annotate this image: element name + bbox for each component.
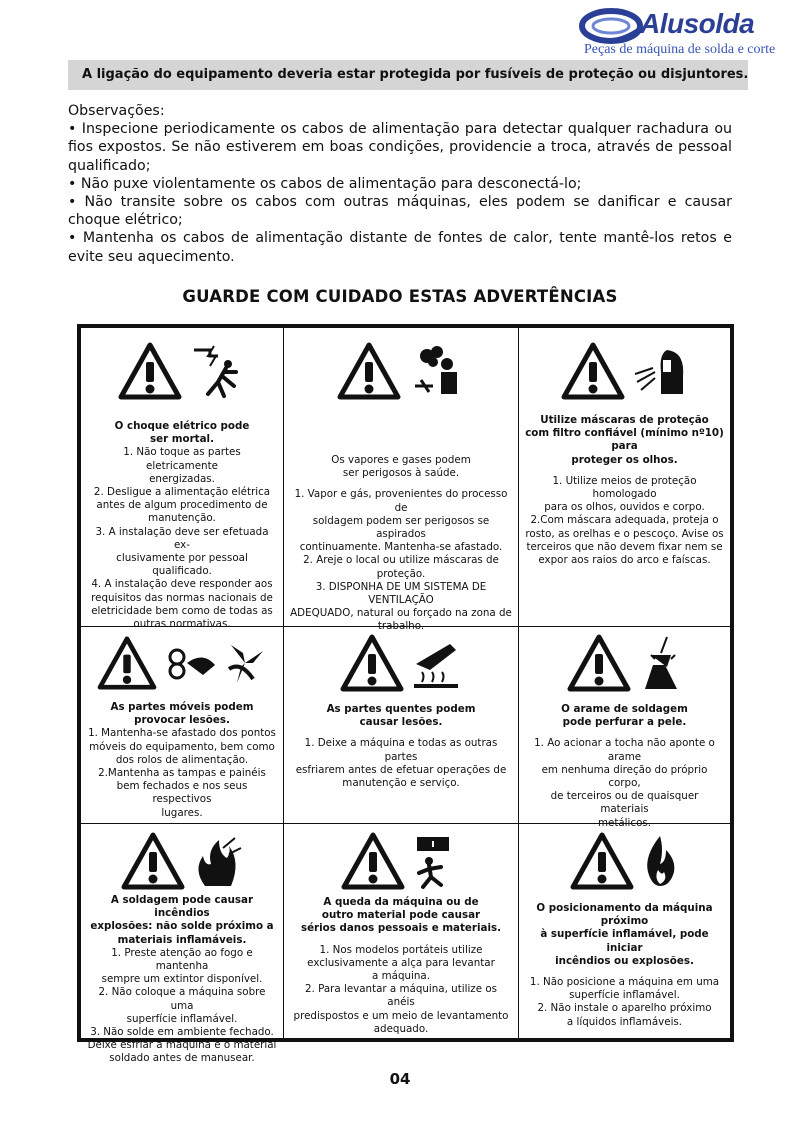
warning-triangle-icon bbox=[570, 832, 634, 890]
flammable-icon bbox=[640, 834, 680, 888]
warning-triangle-icon bbox=[121, 832, 185, 890]
warning-title: As partes móveis podem provocar lesões. bbox=[110, 701, 254, 727]
warning-body: 1. Não toque as partes eletricamente energizadas. 2. Desligue a alimentação elétrica antes de algum procedimento de manutenção. 3. A instalação deve ser efetuada ex- clusivamente por pessoal qualificado. 4. A instalação deve responder aos requisitos das normas nacionais de eletricidade bem como de todas as outras normativas. bbox=[91, 446, 273, 631]
warning-title: As partes quentes podem causar lesões. bbox=[326, 703, 476, 729]
warning-body: 1. Ao acionar a tocha não aponte o arame em nenhuma direção do próprio corpo, de terceiros ou de quaisquer materiais metálicos. bbox=[534, 737, 715, 829]
warning-body: 1. Não posicione a máquina em uma superfície inflamável. 2. Não instale o aparelho próximo a líquidos inflamáveis. bbox=[529, 976, 720, 1028]
observation-item: • Inspecione periodicamente os cabos de alimentação para detectar qualquer rachadura ou fios expostos. Se não estiverem em boas condições, providencie a troca, através de pessoal qualificado; bbox=[68, 121, 732, 174]
warning-cell-moving-parts bbox=[80, 626, 284, 824]
warning-title: A soldagem pode causar incêndios explosões: não solde próximo a materiais inflamáveis. bbox=[90, 894, 274, 946]
warning-cell-fumes bbox=[283, 327, 519, 633]
observations-label: Observações: bbox=[68, 103, 165, 119]
warning-triangle-icon bbox=[118, 342, 182, 400]
observation-item: • Mantenha os cabos de alimentação distante de fontes de calor, tente mantê-los retos e evite seu aquecimento. bbox=[68, 230, 732, 265]
observations bbox=[68, 102, 732, 266]
warning-body: 1. Nos modelos portáteis utilize exclusivamente a alça para levantar a máquina. 2. Para levantar a máquina, utilize os anéis predispostos e um meio de levantamento adequado. bbox=[293, 943, 509, 1035]
fumes-icon bbox=[407, 342, 465, 400]
warning-body: 1. Vapor e gás, provenientes do processo de soldagem podem ser perigosos se aspirados continuamente. Mantenha-se afastado. 2. Areje o local ou utilize máscaras de proteção. 3. DISPONHA DE UM SISTEMA DE VENTILAÇÃO ADEQUADO, natural ou forçado na zona de trabalho. bbox=[290, 488, 512, 633]
alusolda-logo bbox=[578, 4, 778, 60]
fuse-protection-banner: A ligação do equipamento deveria estar protegida por fusíveis de proteção ou disjuntores. bbox=[68, 60, 748, 90]
warning-cell-hot-parts bbox=[283, 626, 519, 824]
moving-parts-icon bbox=[163, 643, 217, 683]
wire-puncture-icon bbox=[637, 635, 683, 691]
warning-cell-fire-explosion bbox=[80, 823, 284, 1065]
welding-mask-icon bbox=[631, 342, 689, 400]
warning-title: O choque elétrico pode ser mortal. bbox=[114, 420, 250, 446]
page-number: 04 bbox=[389, 1070, 411, 1088]
observation-item: • Não transite sobre os cabos com outras máquinas, eles podem se danificar e causar choque elétrico; bbox=[68, 194, 732, 229]
warning-triangle-icon bbox=[341, 832, 405, 890]
warning-cell-flammable bbox=[518, 823, 731, 1039]
brand-tagline: Peças de máquina de solda e corte bbox=[584, 42, 776, 57]
warning-title: Utilize máscaras de proteção com filtro confiável (mínimo nº10) para proteger os olhos. bbox=[525, 414, 724, 466]
warning-cell-welding-mask bbox=[518, 327, 731, 627]
warning-body: 1. Mantenha-se afastado dos pontos móveis do equipamento, bem como dos rolos de alimentação. 2.Mantenha as tampas e painéis bem fechados e nos seus respectivos lugares. bbox=[88, 727, 276, 819]
section-heading: GUARDE COM CUIDADO ESTAS ADVERTÊNCIAS bbox=[182, 287, 618, 306]
warning-title: Os vapores e gases podem ser perigosos à saúde. bbox=[331, 454, 471, 480]
warning-cell-wire-puncture bbox=[518, 626, 731, 829]
warning-cell-falling-machine bbox=[283, 823, 519, 1039]
warning-body: 1. Deixe a máquina e todas as outras partes esfriarem antes de efetuar operações de manutenção e serviço. bbox=[295, 737, 507, 790]
warning-body: 1. Utilize meios de proteção homologado para os olhos, ouvidos e corpo. 2.Com máscara adequada, proteja o rosto, as orelhas e o pescoço. Avise os terceiros que não devem fixar nem se expor aos raios do arco e faíscas. bbox=[525, 474, 724, 567]
warning-triangle-icon bbox=[97, 636, 157, 690]
warning-triangle-icon bbox=[567, 634, 631, 692]
warnings-grid bbox=[77, 324, 734, 1065]
electric-shock-icon bbox=[188, 342, 246, 400]
warning-triangle-icon bbox=[340, 634, 404, 692]
warning-title: O arame de soldagem pode perfurar a pele. bbox=[561, 703, 688, 729]
warning-body: 1. Preste atenção ao fogo e mantenha sempre um extintor disponível. 2. Não coloque a máquina sobre uma superfície inflamável. 3. Não solde em ambiente fechado. Deixe esfriar a máquina e o material soldado antes de manusear. bbox=[87, 946, 277, 1065]
warning-title: O posicionamento da máquina próximo à superfície inflamável, pode iniciar incêndios ou explosões. bbox=[536, 902, 713, 967]
brand-name: Alusolda bbox=[640, 8, 755, 39]
falling-machine-icon bbox=[411, 833, 461, 889]
warning-triangle-icon bbox=[337, 342, 401, 400]
hot-parts-icon bbox=[410, 636, 462, 690]
warning-cell-electric-shock bbox=[80, 327, 284, 631]
fire-explosion-icon bbox=[191, 834, 243, 888]
fan-blade-icon bbox=[223, 639, 267, 687]
warning-triangle-icon bbox=[561, 342, 625, 400]
warning-title: A queda da máquina ou de outro material pode causar sérios danos pessoais e materiais. bbox=[300, 896, 502, 935]
observation-item: • Não puxe violentamente os cabos de alimentação para desconectá-lo; bbox=[68, 175, 582, 192]
